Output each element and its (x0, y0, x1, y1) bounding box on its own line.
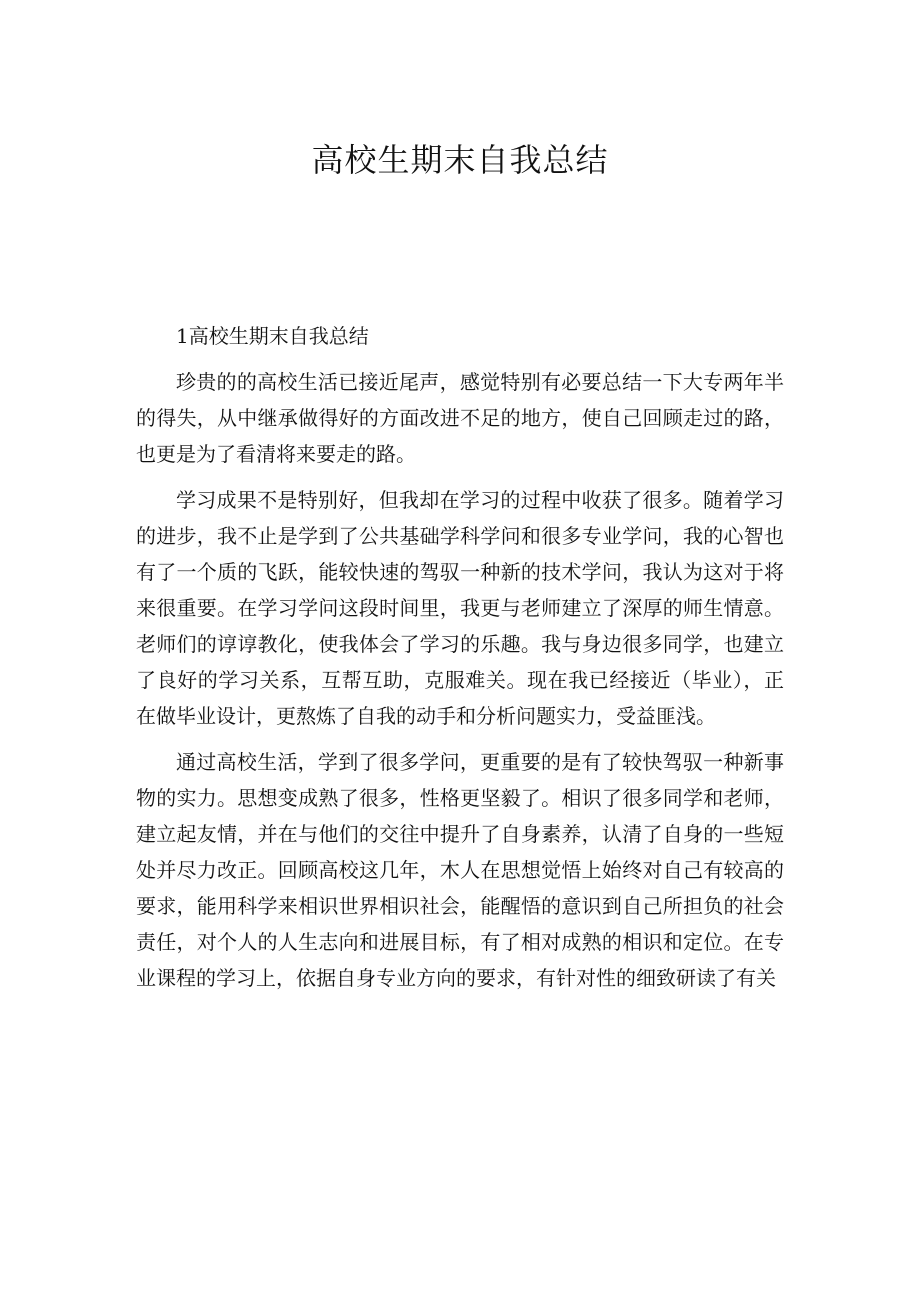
section-heading: 1高校生期末自我总结 (176, 324, 369, 348)
paragraph-1: 珍贵的的高校生活已接近尾声，感觉特别有必要总结一下大专两年半的得失，从中继承做得好的方面改进不足的地方，使自己回顾走过的路，也更是为了看清将来要走的路。 (136, 370, 784, 466)
document-body (136, 318, 784, 1006)
document-title: 高校生期末自我总结 (311, 141, 609, 179)
paragraph-2: 学习成果不是特别好，但我却在学习的过程中收获了很多。随着学习的进步，我不止是学到了公共基础学科学问和很多专业学问，我的心智也有了一个质的飞跃，能较快速的驾驭一种新的技术学问，我认为这对于将来很重要。在学习学问这段时间里，我更与老师建立了深厚的师生情意。老师们的谆谆教化，使我体会了学习的乐趣。我与身边很多同学，也建立了良好的学习关系，互帮互助，克服难关。现在我已经接近（毕业），正在做毕业设计，更熬炼了自我的动手和分析问题实力，受益匪浅。 (136, 488, 784, 728)
paragraph-3: 通过高校生活，学到了很多学问，更重要的是有了较快驾驭一种新事物的实力。思想变成熟了很多，性格更坚毅了。相识了很多同学和老师，建立起友情，并在与他们的交往中提升了自身素养，认清了自身的一些短处并尽力改正。回顾高校这几年，木人在思想觉悟上始终对自己有较高的要求，能用科学来相识世界相识社会，能醒悟的意识到自己所担负的社会责任，对个人的人生志向和进展目标，有了相对成熟的相识和定位。在专业课程的学习上，依据自身专业方向的要求，有针对性的细致研读了有关 (136, 750, 784, 990)
